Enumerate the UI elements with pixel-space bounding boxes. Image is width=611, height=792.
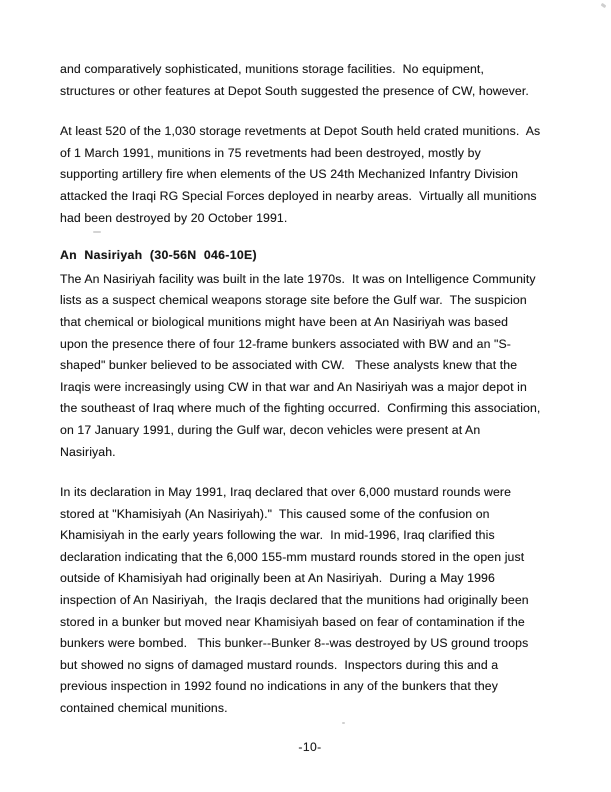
text-line: and comparatively sophisticated, munitions storage facilities. No equipment,	[60, 62, 484, 76]
paragraph-revetments	[60, 121, 574, 229]
text-line: supporting artillery fire when elements of the US 24th Mechanized Infantry Division	[60, 167, 519, 182]
scan-speck-middle	[93, 231, 101, 233]
text-line: At least 520 of the 1,030 storage revetments at Depot South held crated munitions. As	[60, 124, 541, 139]
paragraph-depot-south	[60, 59, 574, 102]
heading-an-nasiriyah	[60, 245, 574, 267]
page-number: -10-	[298, 740, 322, 754]
text-line: lists as a suspect chemical weapons storage site before the Gulf war. The suspicion	[60, 293, 527, 308]
text-line: upon the presence there of four 12-frame bunkers associated with BW and an "S-	[60, 336, 511, 351]
text-line: previous inspection in 1992 found no indications in any of the bunkers that they	[60, 679, 498, 694]
text-line: that chemical or biological munitions might have been at An Nasiriyah was based	[60, 314, 509, 329]
text-line: on 17 January 1991, during the Gulf war, decon vehicles were present at An	[60, 422, 481, 437]
text-line: of 1 March 1991, munitions in 75 revetments had been destroyed, mostly by	[60, 145, 481, 160]
text-line: Iraqis were increasingly using CW in that war and An Nasiriyah was a major depot in	[60, 379, 527, 394]
scan-speck-bottom	[342, 722, 345, 724]
text-line: The An Nasiriyah facility was built in the late 1970s. It was on Intelligence Community	[60, 271, 536, 286]
page-body	[60, 59, 574, 720]
text-line: In its declaration in May 1991, Iraq declared that over 6,000 mustard rounds were	[60, 485, 512, 500]
text-line: attacked the Iraqi RG Special Forces deployed in nearby areas. Virtually all munitions	[60, 188, 537, 203]
text-line: but showed no signs of damaged mustard rounds. Inspectors during this and a	[60, 657, 499, 672]
text-line: structures or other features at Depot South suggested the presence of CW, however.	[60, 83, 529, 98]
paragraph-an-nasiriyah-history	[60, 269, 574, 463]
text-line: stored at "Khamisiyah (An Nasiriyah)." This caused some of the confusion on	[60, 506, 490, 521]
text-line: Nasiriyah.	[60, 444, 116, 459]
text-line: An Nasiriyah (30-56N 046-10E)	[60, 248, 257, 263]
paragraph-khamisiyah-declaration	[60, 482, 574, 720]
text-line: outside of Khamisiyah had originally been at An Nasiriyah. During a May 1996	[60, 571, 495, 586]
text-line: had been destroyed by 20 October 1991.	[60, 210, 288, 225]
text-line: stored in a bunker but moved near Khamisiyah based on fear of contamination if the	[60, 614, 525, 629]
scan-speck-top-right	[601, 3, 607, 8]
text-line: contained chemical munitions.	[60, 701, 228, 716]
text-line: the southeast of Iraq where much of the fighting occurred. Confirming this association,	[60, 401, 541, 416]
text-line: inspection of An Nasiriyah, the Iraqis declared that the munitions had originally been	[60, 593, 529, 608]
text-line: declaration indicating that the 6,000 155-mm mustard rounds stored in the open just	[60, 549, 525, 564]
text-line: shaped" bunker believed to be associated with CW. These analysts knew that the	[60, 358, 518, 373]
text-line: Khamisiyah in the early years following the war. In mid-1996, Iraq clarified this	[60, 528, 495, 543]
text-line: bunkers were bombed. This bunker--Bunker 8--was destroyed by US ground troops	[60, 636, 529, 651]
